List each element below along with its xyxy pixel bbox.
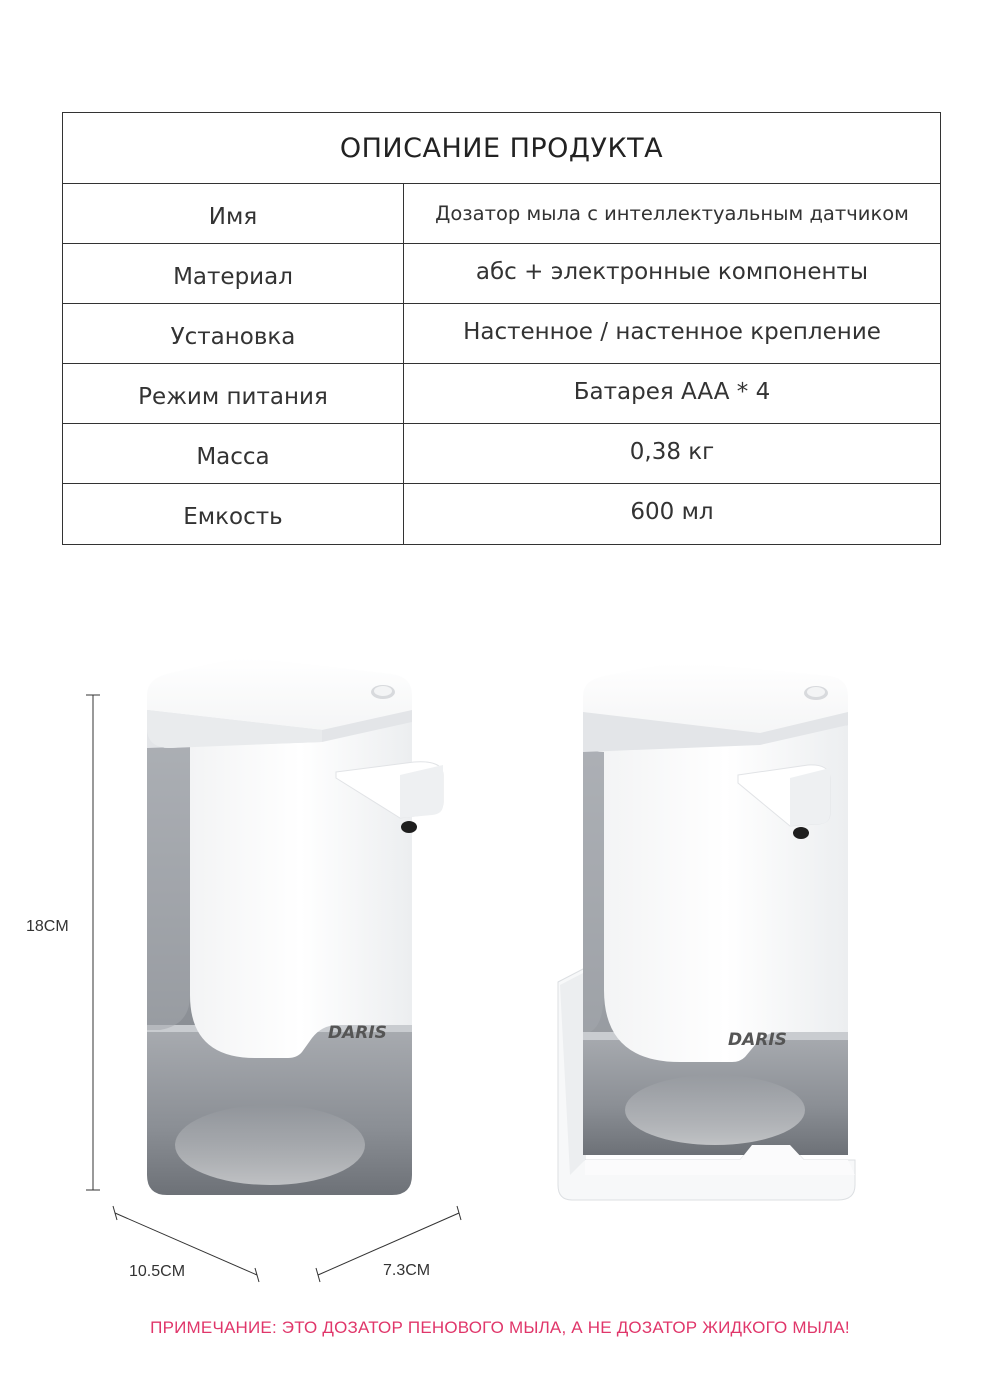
spec-row-installation — [63, 304, 940, 364]
depth-dimension-label: 7.3CM — [383, 1262, 431, 1279]
spec-key: Режим питания — [63, 364, 404, 423]
spec-key: Масса — [63, 424, 404, 483]
product-illustration — [0, 600, 1000, 1320]
brand-logo: DARIS — [328, 1023, 387, 1043]
spec-row-capacity — [63, 484, 940, 544]
spec-key: Имя — [63, 184, 404, 243]
height-dimension-label: 18CM — [26, 918, 69, 935]
spec-key: Материал — [63, 244, 404, 303]
spec-value: 600 мл — [630, 499, 714, 525]
product-images — [0, 600, 1000, 1320]
spec-value: 0,38 кг — [629, 438, 715, 465]
spec-value: Настенное / настенное крепление — [463, 318, 881, 345]
foam-soap-note: ПРИМЕЧАНИЕ: ЭТО ДОЗАТОР ПЕНОВОГО МЫЛА, А НЕ ДОЗАТОР ЖИДКОГО МЫЛА! — [150, 1318, 850, 1337]
spec-row-weight — [63, 424, 940, 484]
spec-row-name — [63, 184, 940, 244]
width-dimension-label: 10.5CM — [129, 1263, 186, 1280]
spec-row-material — [63, 244, 940, 304]
brand-logo: DARIS — [728, 1030, 787, 1050]
spec-key: Емкость — [63, 484, 404, 544]
spec-row-power — [63, 364, 940, 424]
dispenser-front — [147, 658, 443, 1195]
product-spec-table — [62, 112, 941, 545]
spec-table-title: ОПИСАНИЕ ПРОДУКТА — [63, 113, 940, 184]
spec-value: Батарея AAA * 4 — [573, 378, 771, 405]
spec-value: абс + электронные компоненты — [475, 258, 869, 285]
dispenser-wall-mounted — [558, 663, 855, 1200]
spec-key: Установка — [63, 304, 404, 363]
dimension-height-line — [86, 695, 100, 1190]
spec-value: Дозатор мыла с интеллектуальным датчиком — [435, 202, 909, 225]
